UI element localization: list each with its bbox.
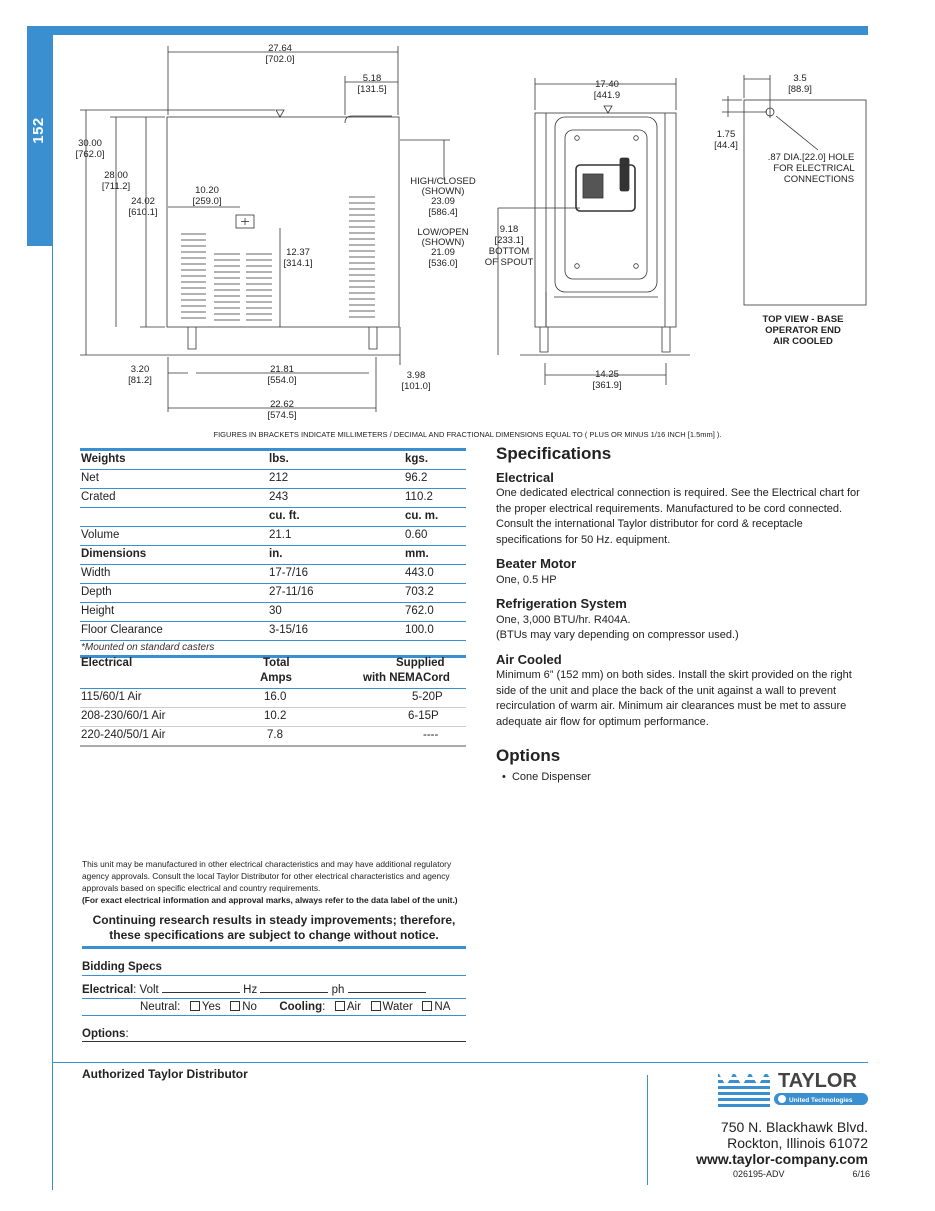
top-view-labels (714, 73, 855, 347)
electrical-nema-label: with NEMACord (363, 672, 450, 684)
side-view-caster-right (369, 327, 377, 349)
dim-overall-width-b: [702.0] (265, 54, 295, 65)
neutral-yes-label: Yes (201, 1001, 221, 1013)
dimension-drawings (60, 40, 870, 430)
footer-rule (52, 1062, 868, 1063)
hole-note-3: CONNECTIONS (783, 174, 855, 185)
spec-heading-air-cooled: Air Cooled (496, 651, 562, 667)
cooling-na-label: NA (434, 1001, 451, 1013)
neutral-no-checkbox[interactable] (230, 1001, 240, 1011)
weights-unit-lbs: lbs. (269, 453, 289, 465)
cell: Height (81, 605, 115, 617)
cell: 17-7/16 (269, 567, 309, 579)
side-view-vents-middle (214, 254, 272, 320)
table-row (80, 527, 466, 546)
dim-top-offset-b: [131.5] (357, 84, 387, 95)
dim-height-28-b: [711.2] (101, 181, 131, 192)
cooling-air-label: Air (346, 1001, 361, 1013)
cell: Net (81, 472, 99, 484)
dim-vent-height-a: 12.37 (286, 247, 310, 258)
electrical-title: Electrical (81, 657, 133, 669)
side-view-labels (75, 43, 475, 421)
electrical-table (80, 656, 466, 747)
front-view-caster-left (540, 327, 548, 352)
bidding-electrical-row (82, 981, 466, 999)
dim-height-24-b: [610.1] (128, 207, 158, 218)
volt-label: : Volt (133, 984, 159, 996)
dim-top-offset-a: 5.18 (362, 73, 382, 84)
disclaimer-bold: (For exact electrical information and approval marks, always refer to the data label of the unit.) (82, 895, 458, 905)
address-line-1: 750 N. Blackhawk Blvd. (720, 1119, 868, 1135)
spec-text-refrigeration-note: (BTUs may vary depending on compressor used.) (496, 629, 739, 641)
dim-hole-y-a: 1.75 (716, 129, 736, 140)
cooling-water-checkbox[interactable] (371, 1001, 381, 1011)
dim-low-open-4: [536.0] (428, 258, 458, 269)
cell: 100.0 (405, 624, 434, 636)
option-label: Cone Dispenser (511, 770, 591, 783)
volume-unit-cum: cu. m. (405, 510, 439, 522)
cooling-water-label: Water (382, 1001, 413, 1013)
dim-hole-y-b: [44.4] (714, 140, 738, 151)
spec-text-beater-motor: One, 0.5 HP (496, 573, 557, 586)
table-row (80, 708, 466, 727)
spec-heading-electrical: Electrical (496, 469, 554, 485)
dim-high-closed-2: (SHOWN) (421, 186, 465, 197)
dim-height-28-a: 28.00 (104, 170, 128, 181)
cell: 10.2 (264, 710, 287, 722)
cell: Width (81, 567, 111, 579)
cell: 243 (269, 491, 289, 503)
options-list (502, 770, 868, 786)
dim-height-24-a: 24.02 (131, 196, 155, 207)
footer-divider (647, 1075, 648, 1185)
dim-low-open-1: LOW/OPEN (417, 227, 469, 238)
top-view-caption-3: AIR COOLED (773, 336, 833, 347)
cell: 6-15P (408, 710, 439, 722)
side-rule (52, 35, 53, 1190)
document-codes (733, 1169, 870, 1179)
table-row (80, 622, 466, 641)
dimensions-unit-in: in. (269, 548, 283, 560)
side-view-caster-left (188, 327, 196, 349)
table-row (80, 689, 466, 708)
dim-hole-x-b: [88.9] (788, 84, 812, 95)
cell: 16.0 (264, 691, 287, 703)
page-number: 152 (29, 117, 47, 144)
top-view-base (744, 100, 866, 305)
cell: 21.1 (269, 529, 292, 541)
specifications (496, 446, 868, 785)
side-view-cabinet (167, 117, 399, 327)
table-row (80, 470, 466, 489)
research-notice (82, 913, 466, 949)
dim-vent-offset-b: [259.0] (192, 196, 222, 207)
bidding-neutral-row: Neutral: Yes No Cooling: Air Water NA (82, 1001, 466, 1016)
dim-low-open-2: (SHOWN) (421, 237, 465, 248)
spec-heading-beater-motor: Beater Motor (496, 556, 577, 571)
research-line-1: Continuing research results in steady improvements; therefore, (92, 913, 456, 927)
cell: 110.2 (405, 491, 433, 503)
dim-spout-4: OF SPOUT (484, 257, 534, 268)
disclaimer-text: This unit may be manufactured in other electrical characteristics and may have additional regulatory agency approvals. Consult the local Taylor Distributor for other electrical characteristics and agency approvals based on specific electrical and country requirements. (82, 859, 452, 893)
dim-bottom-width-b: [574.5] (267, 410, 297, 421)
cell: 3-15/16 (269, 624, 309, 636)
dim-high-closed-3: 23.09 (431, 196, 455, 207)
dim-spout-3: BOTTOM (488, 246, 530, 257)
weights-title: Weights (81, 453, 126, 465)
cooling-na-checkbox[interactable] (422, 1001, 432, 1011)
side-view-vents-left (181, 234, 206, 318)
spec-text-refrigeration: One, 3,000 BTU/hr. R404A. (496, 613, 631, 626)
front-view-door (555, 117, 657, 292)
dim-floor-clearance-b: [101.0] (401, 381, 431, 392)
dimensions-title: Dimensions (81, 548, 147, 560)
electrical-total-label: Total (263, 657, 290, 669)
dim-spout-2: [233.1] (494, 235, 524, 246)
table-row (80, 489, 466, 508)
top-accent-bar (52, 26, 868, 35)
website-link[interactable]: www.taylor-company.com (696, 1151, 868, 1167)
brand-sub: United Technologies (789, 1097, 853, 1104)
dimensions-unit-mm: mm. (405, 548, 429, 560)
cell: ---- (423, 729, 439, 741)
dim-vent-height-b: [314.1] (283, 258, 313, 269)
top-view-caption-1: TOP VIEW - BASE (762, 314, 844, 325)
top-view-caption-2: OPERATOR END (765, 325, 841, 336)
cell: 7.8 (267, 729, 283, 741)
ph-field[interactable] (348, 981, 426, 993)
spec-text-air-cooled: Minimum 6” (152 mm) on both sides. Install the skirt provided on the right side of the unit and place the back of the unit against a wall to prevent recirculation of warm air. Minimum air clearances must be met to assure adequate air flow for optimum performance. (496, 669, 852, 728)
cell: 703.2 (405, 586, 434, 598)
document-code: 026195-ADV (733, 1169, 785, 1179)
options-title: Options (496, 746, 561, 765)
dim-front-base-a: 14.25 (595, 369, 619, 380)
cell: 27-11/16 (269, 586, 314, 598)
weights-header (80, 451, 466, 470)
cell: 762.0 (405, 605, 434, 617)
cell: 115/60/1 Air (81, 691, 142, 703)
electrical-supplied-label: Supplied (396, 657, 445, 669)
taylor-logo (716, 1068, 869, 1110)
spec-text-electrical: One dedicated electrical connection is required. See the Electrical chart for the proper electrical requirements. Manufactured to be cord connected. Consult the international Taylor distributor for cord & receptacle specifications for 50 Hz. equipment. (496, 487, 860, 546)
neutral-label: Neutral: (140, 1001, 181, 1013)
dim-bottom-width-a: 22.62 (270, 399, 294, 410)
dim-total-height-b: [762.0] (75, 149, 105, 160)
dim-front-width-a: 17.40 (595, 79, 619, 90)
cooling-label: Cooling (279, 1001, 323, 1013)
address-line-2: Rockton, Illinois 61072 (727, 1135, 868, 1151)
volume-unit-cuft: cu. ft. (269, 510, 300, 522)
cell: Depth (81, 586, 112, 598)
cell: 5-20P (412, 691, 443, 703)
cell: 443.0 (405, 567, 434, 579)
bidding-options-row: Options: (82, 1028, 466, 1042)
hz-label: Hz (243, 984, 258, 996)
bidding-options-label: Options (82, 1028, 126, 1040)
research-line-2: these specifications are subject to change without notice. (109, 927, 439, 942)
specifications-title: Specifications (496, 444, 612, 463)
dimensions-header (80, 546, 466, 565)
specs-table (80, 448, 466, 658)
weights-unit-kgs: kgs. (405, 453, 429, 465)
dim-high-closed-1: HIGH/CLOSED (410, 176, 476, 187)
dim-base-width-b: [554.0] (267, 375, 297, 386)
front-view-labels (485, 79, 622, 391)
table-row (80, 727, 466, 747)
cell: 220-240/50/1 Air (81, 729, 166, 741)
dim-floor-clearance-a: 3.98 (406, 370, 426, 381)
front-view-cabinet (535, 113, 676, 327)
dim-spout-1: 9.18 (499, 224, 519, 235)
cell: Volume (81, 529, 120, 541)
bidding-electrical-label: Electrical (82, 984, 134, 996)
dim-total-height-a: 30.00 (78, 138, 102, 149)
dim-overall-width-a: 27.64 (268, 43, 292, 54)
side-view-top-knob (276, 110, 284, 117)
bidding-specs-title: Bidding Specs (82, 961, 466, 976)
cell: 96.2 (405, 472, 428, 484)
electrical-header (80, 656, 466, 689)
neutral-no-label: No (242, 1001, 257, 1013)
electrical-amps-label: Amps (260, 672, 292, 684)
hz-field[interactable] (260, 981, 328, 993)
cell: Floor Clearance (81, 624, 163, 636)
cell: 0.60 (405, 529, 428, 541)
dim-vent-offset-a: 10.20 (195, 185, 219, 196)
dim-base-width-a: 21.81 (270, 364, 294, 375)
neutral-yes-checkbox[interactable] (190, 1001, 200, 1011)
ph-label: ph (331, 984, 345, 996)
dim-low-open-3: 21.09 (431, 247, 455, 258)
table-row (80, 565, 466, 584)
list-item: • Cone Dispenser (502, 770, 591, 783)
table-row (80, 603, 466, 622)
dim-caster-offset-b: [81.2] (128, 375, 152, 386)
hole-note-2: FOR ELECTRICAL (773, 163, 855, 174)
dim-high-closed-4: [586.4] (428, 207, 458, 218)
hole-note-1: .87 DIA.[22.0] HOLE (767, 152, 855, 163)
dim-front-base-b: [361.9] (592, 380, 622, 391)
dim-front-width-b: [441.9 (593, 90, 621, 101)
table-row (80, 584, 466, 603)
spec-heading-refrigeration: Refrigeration System (496, 596, 627, 611)
disclaimer (82, 858, 472, 906)
dimension-footnote: FIGURES IN BRACKETS INDICATE MILLIMETERS / DECIMAL AND FRACTIONAL DIMENSIONS EQUAL TO ( PLUS OR MINUS 1/16 INCH [1.5mm] ). (213, 430, 722, 439)
volume-header (80, 508, 466, 527)
page-number-tab (27, 26, 53, 246)
authorized-distributor: Authorized Taylor Distributor (82, 1067, 248, 1081)
cell: 30 (269, 605, 282, 617)
cooling-air-checkbox[interactable] (335, 1001, 345, 1011)
front-view-caster-right (662, 327, 670, 352)
volt-field[interactable] (162, 981, 240, 993)
side-view-vents-right (349, 197, 375, 317)
cell: 208-230/60/1 Air (81, 710, 166, 722)
address-block (696, 1119, 868, 1167)
dim-caster-offset-a: 3.20 (130, 364, 150, 375)
dim-hole-x-a: 3.5 (793, 73, 807, 84)
casters-note: *Mounted on standard casters (81, 642, 215, 653)
cell: Crated (81, 491, 116, 503)
brand-name: TAYLOR (778, 1070, 857, 1092)
cell: 212 (269, 472, 289, 484)
document-date: 6/16 (852, 1169, 870, 1179)
